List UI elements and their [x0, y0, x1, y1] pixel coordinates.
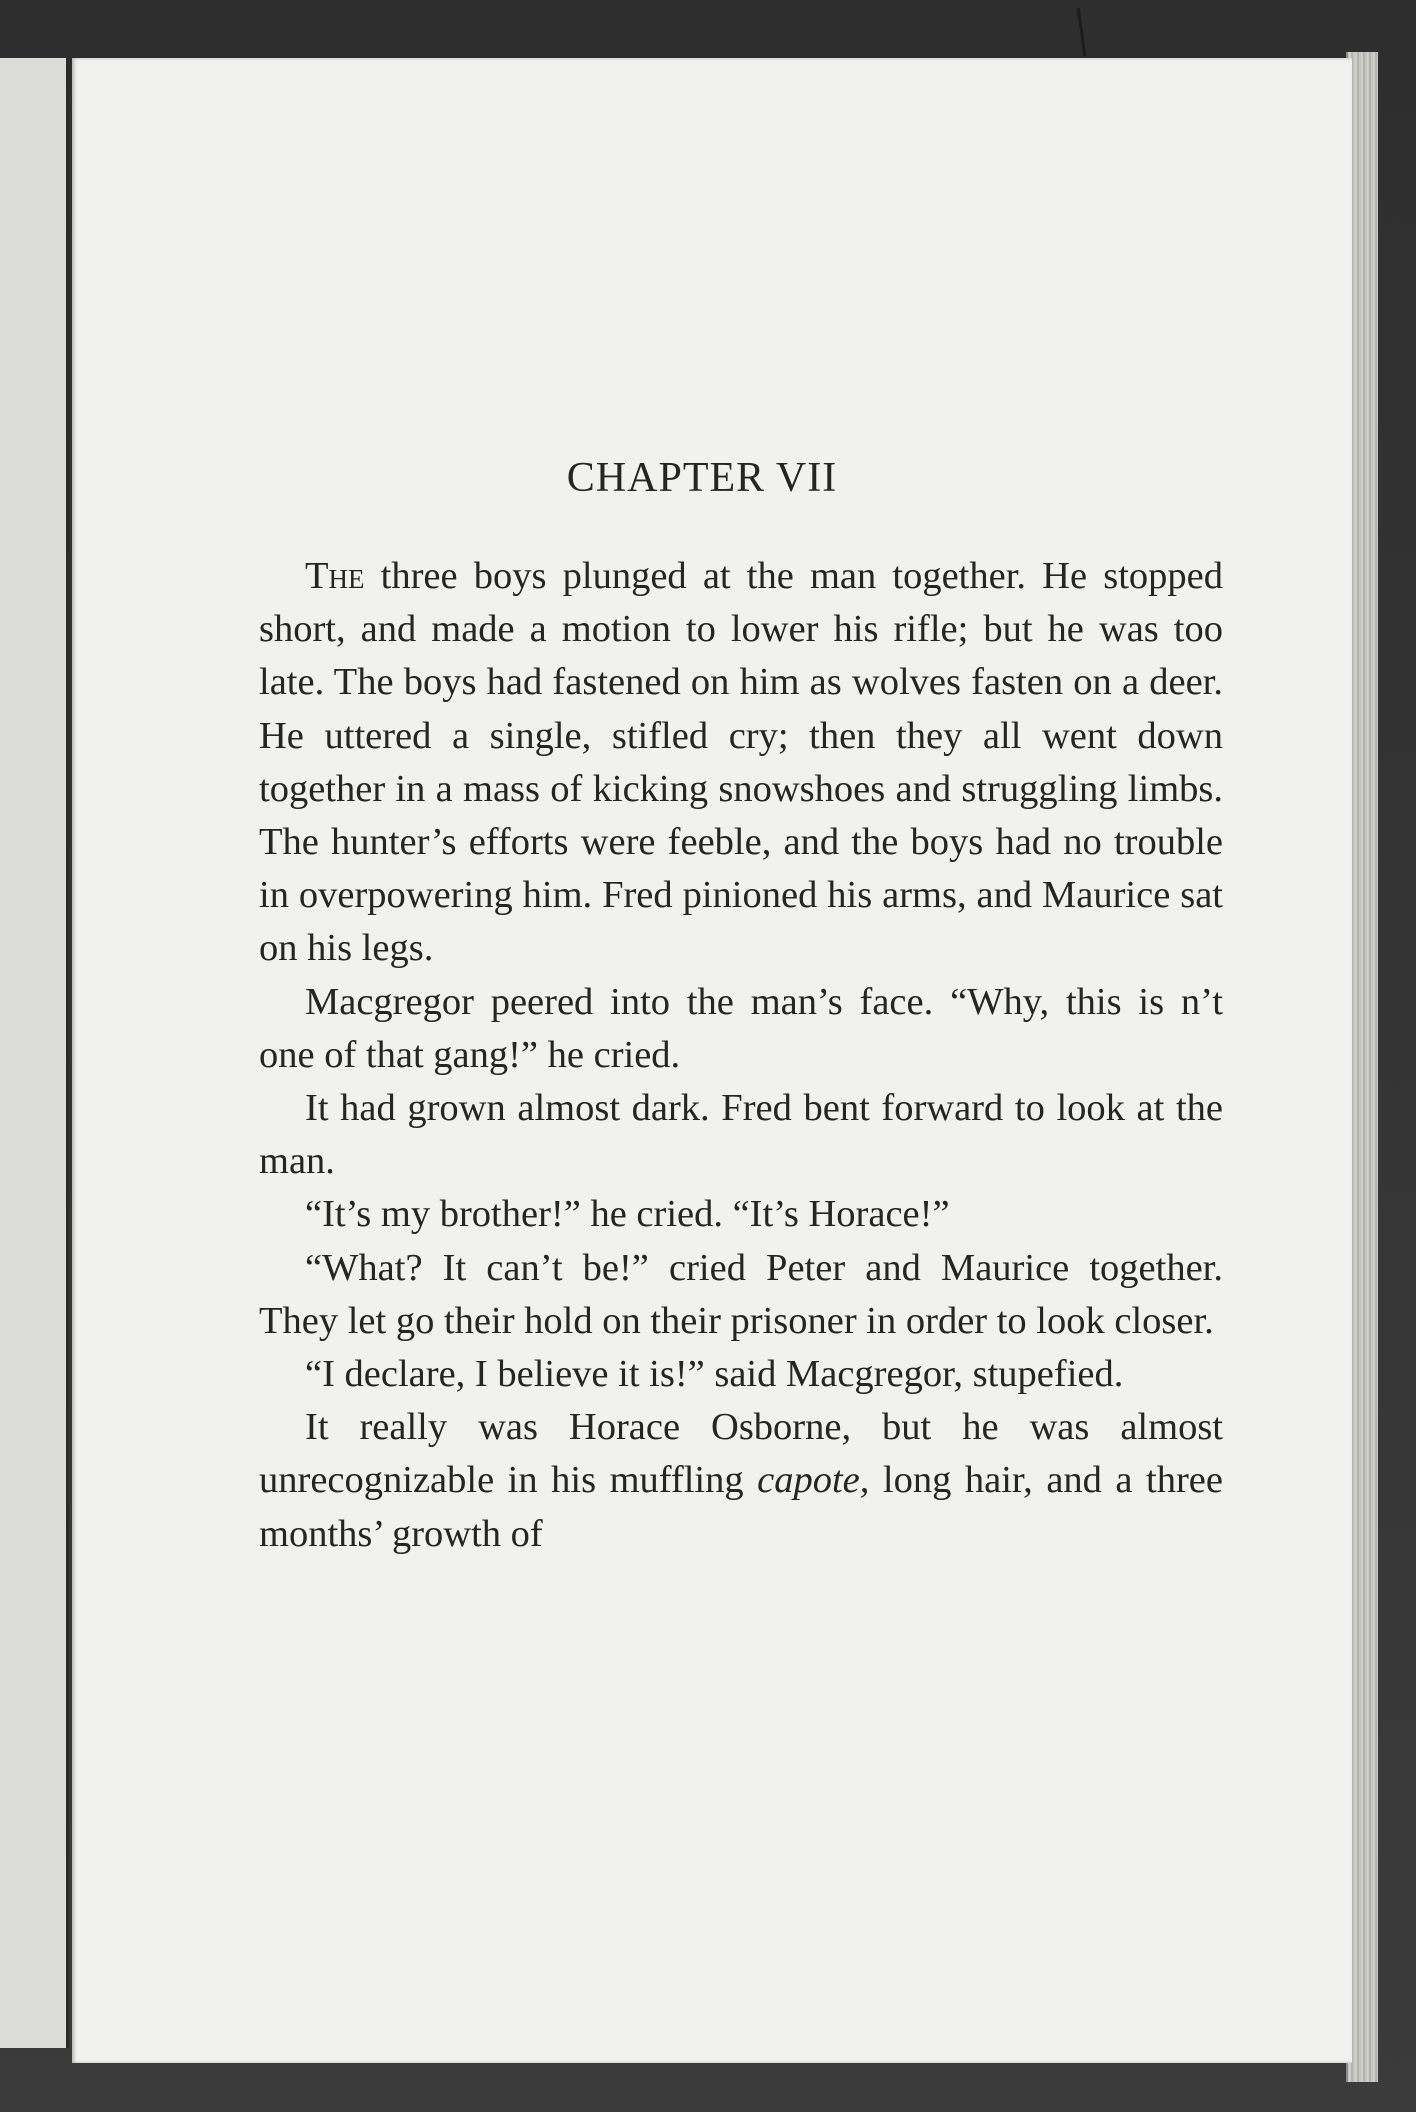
paragraph-1 [259, 550, 1223, 976]
paragraph-2: Macgregor peered into the man’s face. “Why, this is n’t one of that gang!” he cried. [259, 980, 1223, 1076]
paragraph-6: “I declare, I believe it is!” said Macgregor, stupefied. [305, 1353, 1124, 1396]
paragraph-4: “It’s my brother!” he cried. “It’s Horace!” [305, 1193, 950, 1236]
paragraph-text: three boys plunged at the man together. He stopped short, and made a motion to lower his rifle; but he was too late. The boys had fastened on him as wolves fasten on a deer. He uttered a single, stifled cry; then they all went down together in a mass of kicking snowshoes and struggling limbs. The hunter’s efforts were feeble, and the boys had no trouble in overpowering him. Fred pinioned his arms, and Maurice sat on his legs. [259, 555, 1223, 970]
paragraph-3: It had grown almost dark. Fred bent forward to look at the man. [259, 1087, 1223, 1183]
book-page [72, 58, 1352, 2063]
body-text [259, 550, 1223, 1561]
paragraph-text: It really was Horace Osborne, but he was almost unrecognizable in his muffling [259, 1406, 1223, 1502]
paragraph-lead-word: The [305, 555, 365, 597]
chapter-title: CHAPTER VII [566, 455, 838, 501]
paragraph-5: “What? It can’t be!” cried Peter and Maurice together. They let go their hold on their prisoner in order to look closer. [259, 1246, 1223, 1342]
paragraph-7 [259, 1401, 1223, 1561]
facing-page-edge [0, 58, 69, 2048]
paragraph-text: long hair, and a three months’ growth of [259, 1459, 1223, 1555]
italic-word: capote, [757, 1459, 870, 1502]
